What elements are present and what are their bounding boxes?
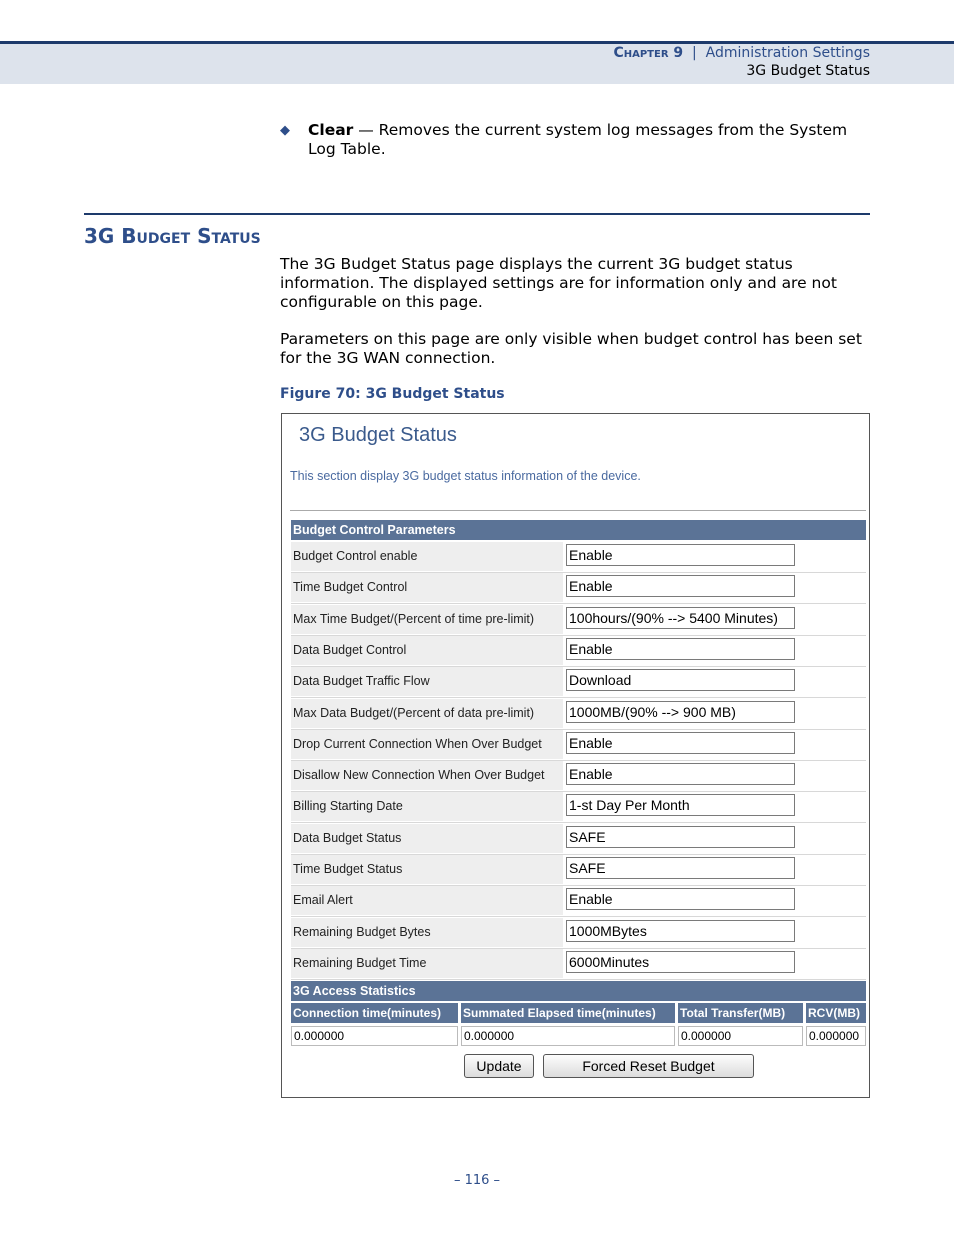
stats-header-elapsed-time: Summated Elapsed time(minutes) xyxy=(461,1003,675,1023)
budget-row-value-field: Enable xyxy=(566,888,795,910)
stats-header-rcv: RCV(MB) xyxy=(806,1003,866,1023)
budget-row-label: Time Budget Status xyxy=(291,855,563,884)
stats-value-elapsed-time: 0.000000 xyxy=(461,1026,675,1046)
budget-row-value-field: 100hours/(90% --> 5400 Minutes) xyxy=(566,607,795,629)
chapter-title: Administration Settings xyxy=(705,45,870,61)
budget-row xyxy=(291,854,866,886)
bullet-text xyxy=(308,121,868,159)
chapter-label: Chapter 9 xyxy=(613,45,684,61)
budget-row xyxy=(291,791,866,823)
budget-row-label: Remaining Budget Bytes xyxy=(291,918,563,947)
budget-row-value-field: Enable xyxy=(566,544,795,566)
budget-row xyxy=(291,635,866,667)
budget-row xyxy=(291,948,866,980)
budget-row-label: Disallow New Connection When Over Budget xyxy=(291,761,563,790)
ui-page-title: 3G Budget Status xyxy=(299,424,457,446)
diamond-bullet-icon: ◆ xyxy=(280,123,290,138)
stats-value-rcv: 0.000000 xyxy=(806,1026,866,1046)
forced-reset-budget-button[interactable]: Forced Reset Budget xyxy=(543,1054,754,1078)
budget-row xyxy=(291,572,866,604)
budget-row-label: Data Budget Traffic Flow xyxy=(291,667,563,696)
budget-row xyxy=(291,541,866,573)
section-paragraph-2: Parameters on this page are only visible when budget control has been set for the 3G WAN connection. xyxy=(280,330,862,367)
budget-row xyxy=(291,823,866,855)
budget-row xyxy=(291,885,866,917)
budget-row-value-field: Enable xyxy=(566,763,795,785)
stats-value-connection-time: 0.000000 xyxy=(291,1026,458,1046)
budget-row xyxy=(291,760,866,792)
bullet-description: — Removes the current system log messages from the System Log Table. xyxy=(308,121,848,158)
ui-description: This section display 3G budget status information of the device. xyxy=(290,469,641,483)
stats-header-total-transfer: Total Transfer(MB) xyxy=(678,1003,803,1023)
budget-row-value-field: Download xyxy=(566,669,795,691)
budget-row xyxy=(291,604,866,636)
budget-row-value-field: 1000MB/(90% --> 900 MB) xyxy=(566,701,795,723)
budget-row-label: Data Budget Control xyxy=(291,636,563,665)
budget-section-header: Budget Control Parameters xyxy=(291,520,866,540)
budget-row xyxy=(291,917,866,949)
budget-row-value-field: SAFE xyxy=(566,826,795,848)
budget-row-value-field: 1-st Day Per Month xyxy=(566,794,795,816)
budget-row xyxy=(291,698,866,730)
budget-row-label: Email Alert xyxy=(291,886,563,915)
section-title: 3G Budget Status xyxy=(84,224,261,248)
page-number: – 116 – xyxy=(453,1173,501,1188)
stats-header-connection-time: Connection time(minutes) xyxy=(291,1003,458,1023)
budget-row-label: Budget Control enable xyxy=(291,542,563,571)
budget-row-label: Time Budget Control xyxy=(291,573,563,602)
budget-row-label: Max Data Budget/(Percent of data pre-limit) xyxy=(291,699,563,728)
section-rule xyxy=(84,213,870,215)
budget-row xyxy=(291,666,866,698)
stats-section-header: 3G Access Statistics xyxy=(291,981,866,1001)
header-separator: | xyxy=(692,45,697,61)
budget-row-label: Billing Starting Date xyxy=(291,792,563,821)
budget-row-label: Data Budget Status xyxy=(291,824,563,853)
figure-caption: Figure 70: 3G Budget Status xyxy=(280,386,505,402)
budget-row-label: Max Time Budget/(Percent of time pre-limit) xyxy=(291,605,563,634)
chapter-header xyxy=(613,45,870,61)
ui-divider xyxy=(290,510,866,511)
budget-row-value-field: 6000Minutes xyxy=(566,951,795,973)
stats-value-total-transfer: 0.000000 xyxy=(678,1026,803,1046)
budget-row-label: Drop Current Connection When Over Budget xyxy=(291,730,563,759)
budget-row-value-field: Enable xyxy=(566,638,795,660)
budget-row-value-field: Enable xyxy=(566,732,795,754)
budget-row-value-field: 1000MBytes xyxy=(566,920,795,942)
budget-row xyxy=(291,729,866,761)
header-section-title: 3G Budget Status xyxy=(746,63,870,79)
budget-row-value-field: Enable xyxy=(566,575,795,597)
budget-row-label: Remaining Budget Time xyxy=(291,949,563,978)
update-button[interactable]: Update xyxy=(464,1054,534,1078)
figure-screenshot xyxy=(281,413,870,1098)
bullet-term: Clear xyxy=(308,121,354,139)
section-paragraph-1: The 3G Budget Status page displays the current 3G budget status information. The displayed settings are for information only and are not configurable on this page. xyxy=(280,255,837,311)
budget-row-value-field: SAFE xyxy=(566,857,795,879)
